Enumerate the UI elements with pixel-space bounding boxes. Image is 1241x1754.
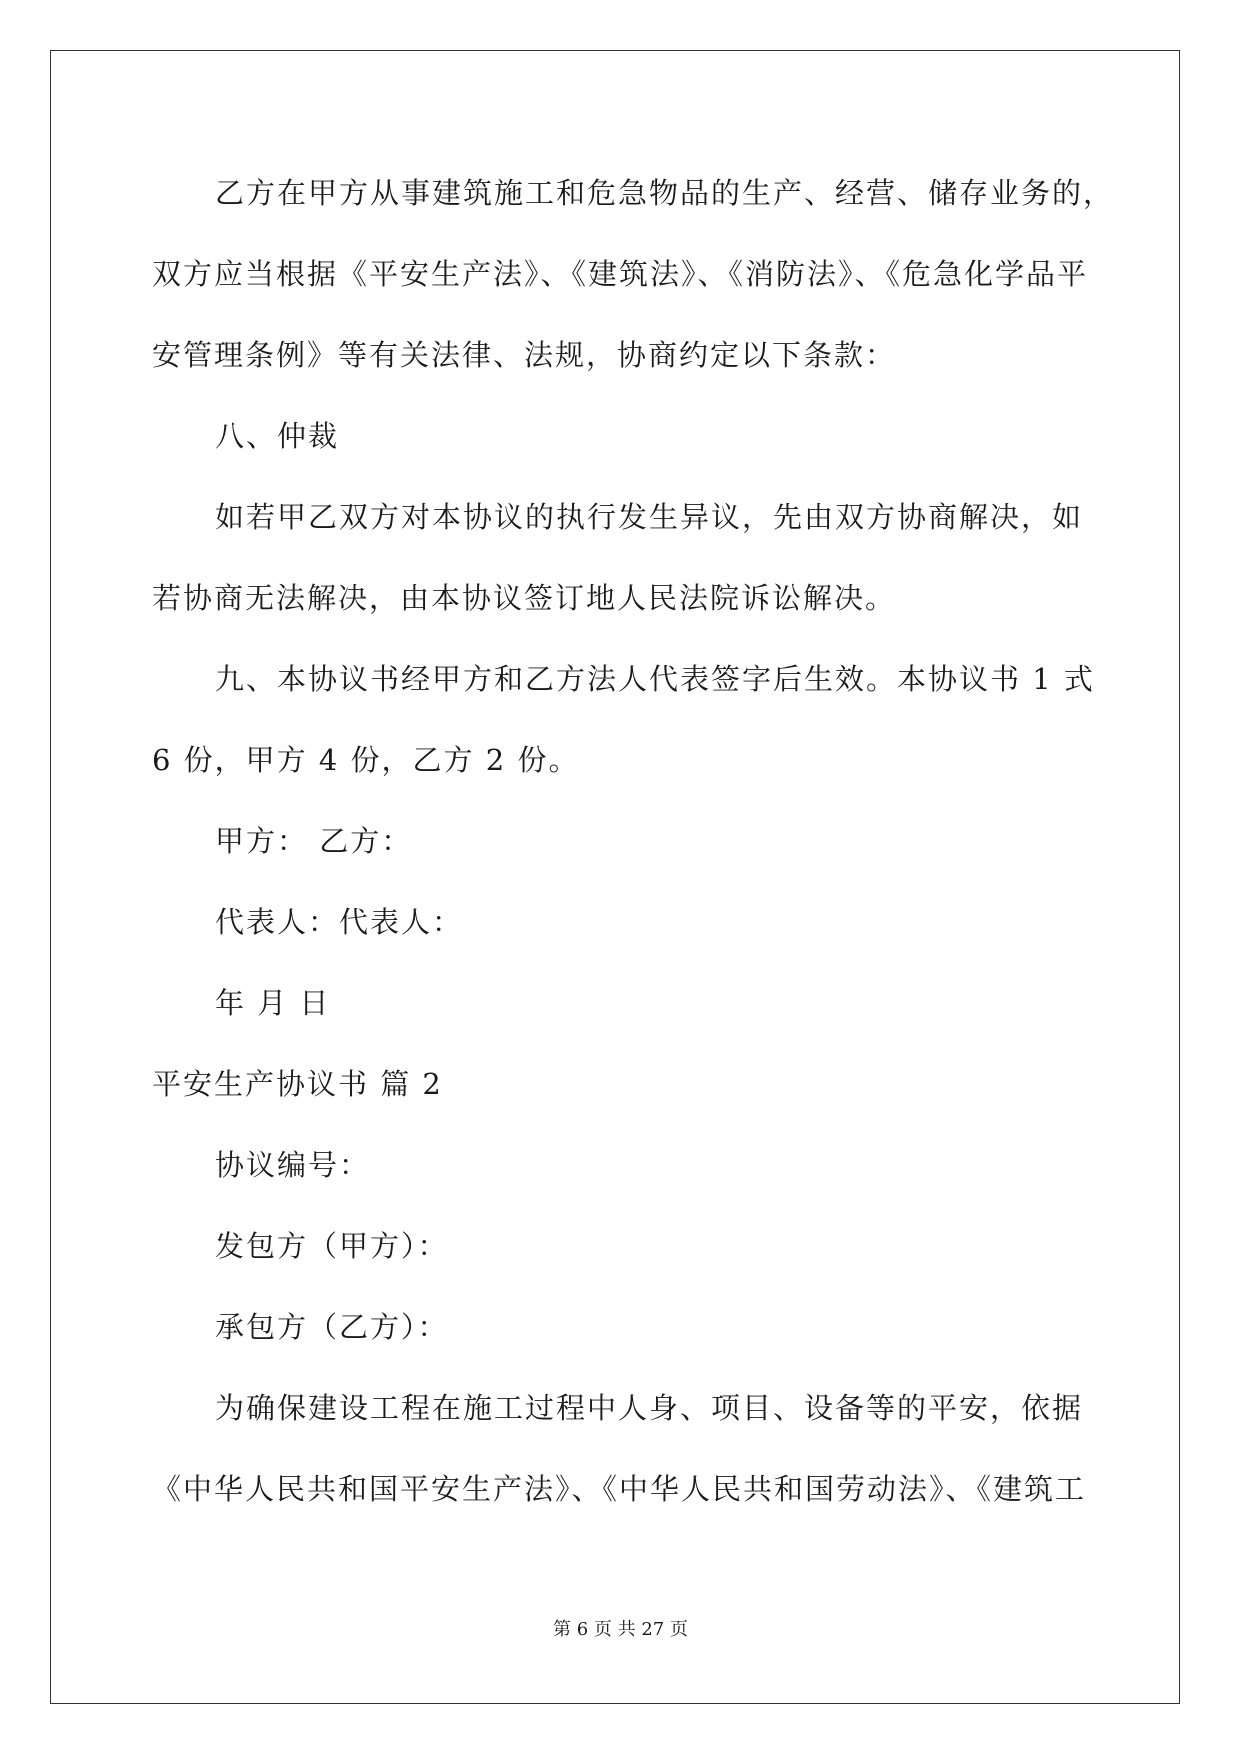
text-line: 双方应当根据《平安生产法》、《建筑法》、《消防法》、《危急化学品平 bbox=[152, 257, 1089, 291]
text-line: 6 份，甲方 4 份，乙方 2 份。 bbox=[152, 743, 580, 777]
text-line: 《中华人民共和国平安生产法》、《中华人民共和国劳动法》、《建筑工 bbox=[152, 1472, 1087, 1506]
text-line: 乙方在甲方从事建筑施工和危急物品的生产、经营、储存业务的， bbox=[215, 176, 1115, 210]
text-line: 如若甲乙双方对本协议的执行发生异议，先由双方协商解决，如 bbox=[215, 500, 1084, 534]
signature-date: 年 月 日 bbox=[215, 986, 331, 1020]
signature-parties: 甲方： 乙方： bbox=[215, 824, 413, 858]
section-heading: 八、仲裁 bbox=[215, 419, 340, 453]
text-line: 九、本协议书经甲方和乙方法人代表签字后生效。本协议书 1 式 bbox=[215, 662, 1095, 696]
text-line: 为确保建设工程在施工过程中人身、项目、设备等的平安，依据 bbox=[215, 1391, 1084, 1425]
text-line: 若协商无法解决，由本协议签订地人民法院诉讼解决。 bbox=[152, 581, 897, 615]
text-line: 协议编号： bbox=[215, 1148, 371, 1182]
page-number-footer: 第 6 页 共 27 页 bbox=[553, 1619, 688, 1640]
text-line: 发包方（甲方）： bbox=[215, 1229, 449, 1263]
signature-representatives: 代表人：代表人： bbox=[215, 905, 464, 939]
page-border bbox=[50, 50, 1180, 1704]
text-line: 承包方（乙方）： bbox=[215, 1310, 449, 1344]
text-line: 安管理条例》等有关法律、法规，协商约定以下条款： bbox=[152, 338, 897, 372]
article-title: 平安生产协议书 篇 2 bbox=[152, 1067, 443, 1101]
